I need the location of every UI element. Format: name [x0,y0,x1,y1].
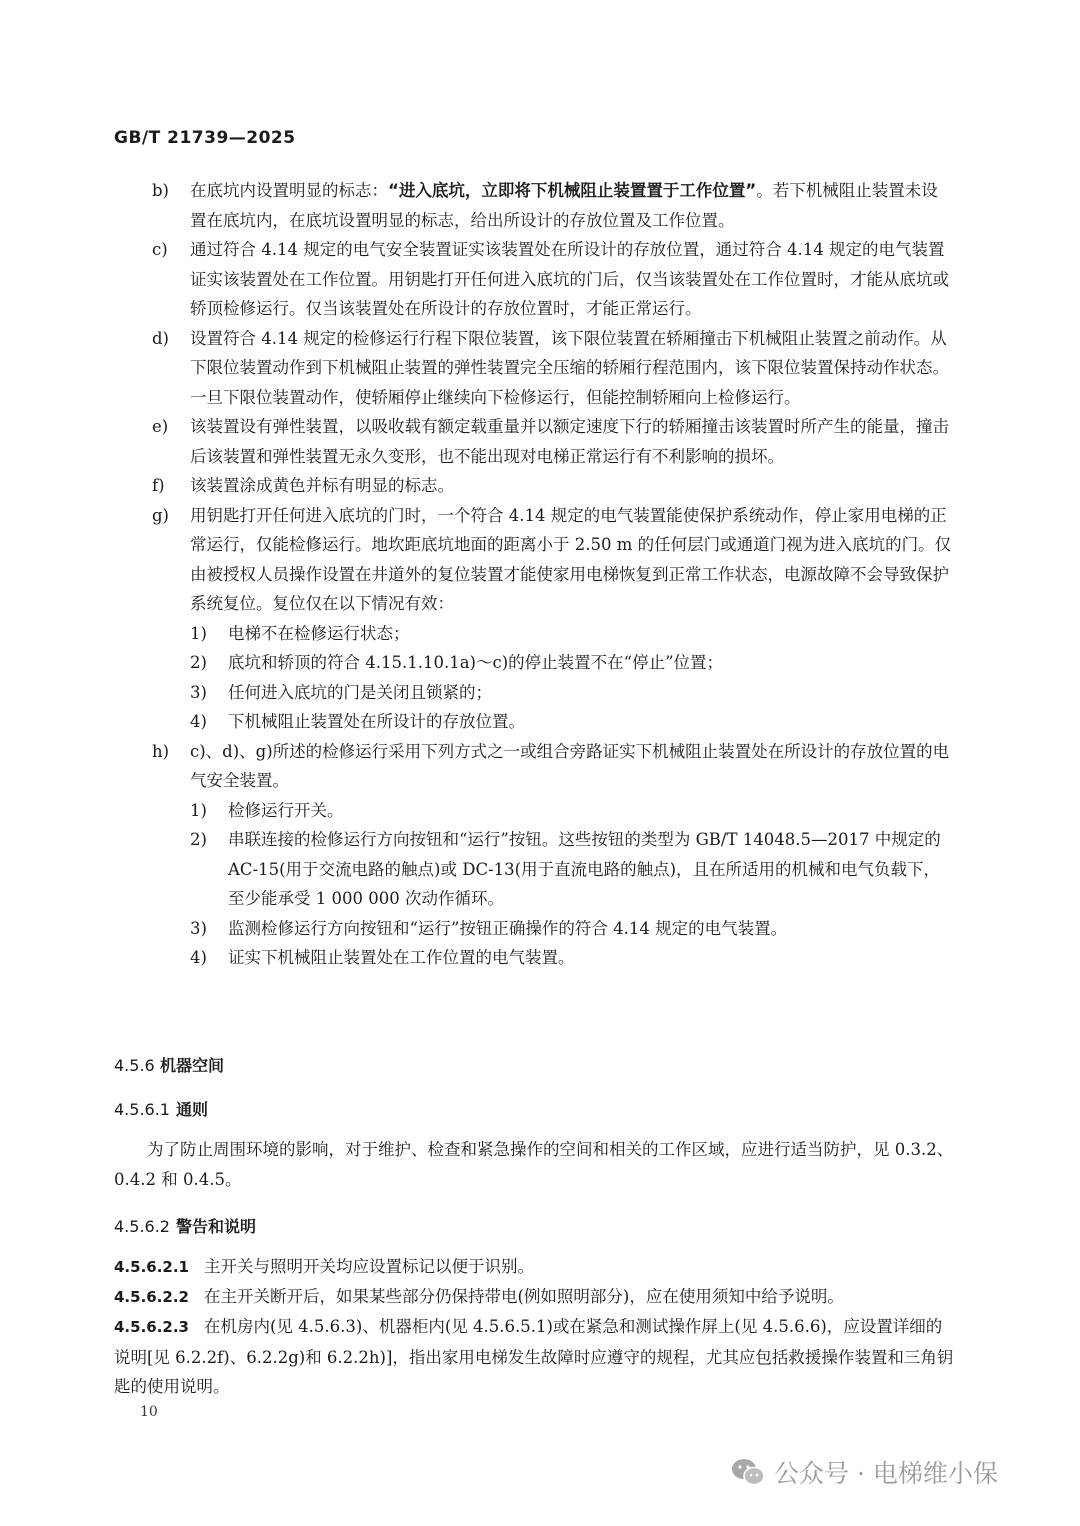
page-number: 10 [140,1404,158,1420]
clause-4-5-6-2-3 [114,1312,954,1402]
sub-item [114,914,954,944]
standard-id: GB/T 21739—2025 [114,128,296,148]
clause-4-5-6-2-2 [114,1282,954,1313]
section-title: 机器空间 [160,1056,225,1075]
list-block [114,176,954,973]
section-title: 通则 [176,1100,209,1119]
item-text: 该装置设有弹性装置，以吸收载有额定载重量并以额定速度下行的轿厢撞击该装置时所产生的能量，撞击后该装置和弹性装置无永久变形，也不能出现对电梯正常运行有不利影响的损坏。 [190,417,949,466]
sub-marker: 4) [190,948,207,967]
clause-4-5-6-2-1 [114,1252,954,1283]
sub-marker: 2) [190,653,207,672]
list-marker: f) [152,476,165,495]
sub-item [114,707,954,737]
sub-text: 底坑和轿顶的符合 4.15.1.10.1a)～c)的停止装置不在“停止”位置； [228,653,724,672]
sub-text: 证实下机械阻止装置处在工作位置的电气装置。 [228,948,575,967]
item-text: 用钥匙打开任何进入底坑的门时，一个符合 4.14 规定的电气装置能使保护系统动作，停止家用电梯的正常运行，仅能检修运行。地坎距底坑地面的距离小于 2.50 m 的任何层门或通道门视为进入底坑的门。仅由被授权人员操作设置在井道外的复位装置才能使家用电梯恢复到正常工作状态，电源故障不会导致保护系统复位。复位仅在以下情况有效： [190,505,952,613]
section-number: 4.5.6.1 [114,1100,170,1119]
section-number: 4.5.6.2 [114,1217,170,1236]
watermark [730,1454,998,1490]
section-heading-4-5-6 [114,1053,224,1076]
sub-item [114,825,954,914]
item-text: c)、d)、g)所述的检修运行采用下列方式之一或组合旁路证实下机械阻止装置处在所设计的存放位置的电气安全装置。 [190,741,950,790]
sub-item [114,943,954,973]
clause-text: 在主开关断开后，如果某些部分仍保持带电(例如照明部分)，应在使用须知中给予说明。 [204,1287,844,1306]
sub-marker: 3) [190,918,207,938]
sub-item [114,619,954,649]
sub-text: 电梯不在检修运行状态； [228,623,410,643]
list-item-g [114,501,954,619]
sub-marker: 4) [190,712,207,731]
list-marker: b) [152,181,169,200]
sub-item [114,678,954,708]
section-title: 警告和说明 [176,1217,257,1236]
sub-text: 下机械阻止装置处在所设计的存放位置。 [228,712,525,731]
list-marker: c) [152,240,168,259]
sub-marker: 2) [190,830,207,849]
sub-marker: 1) [190,623,207,643]
item-text: 通过符合 4.14 规定的电气安全装置证实该装置处在所设计的存放位置，通过符合 4.14 规定的电气装置证实该装置处在工作位置。用钥匙打开任何进入底坑的门后，仅当该装置处在工作位置时，才能从底坑或轿顶检修运行。仅当该装置处在所设计的存放位置时，才能正常运行。 [190,240,949,318]
list-item-c [114,235,954,324]
item-emphasis: “进入底坑，立即将下机械阻止装置置于工作位置” [388,181,757,200]
list-marker: d) [152,328,169,348]
sub-text: 串联连接的检修运行方向按钮和“运行”按钮。这些按钮的类型为 GB/T 14048.5—2017 中规定的 AC-15(用于交流电路的触点)或 DC-13(用于直流电路的触点)，且在所适用的机械和电气负载下，至少能承受 1 000 000 次动作循环。 [228,830,941,908]
clause-number: 4.5.6.2.2 [114,1288,189,1306]
clause-text: 主开关与照明开关均应设置标记以便于识别。 [204,1257,534,1276]
section-heading-4-5-6-2 [114,1214,256,1237]
sub-text: 检修运行开关。 [228,800,344,820]
list-item-b [114,176,954,235]
sub-item [114,648,954,678]
sub-marker: 1) [190,800,207,820]
list-marker: g) [152,505,169,525]
sub-item [114,796,954,826]
clause-number: 4.5.6.2.3 [114,1318,189,1336]
list-item-h [114,737,954,796]
sub-marker: 3) [190,682,207,702]
wechat-icon [730,1457,766,1487]
item-text: 在底坑内设置明显的标志： [190,181,388,200]
item-text: 该装置涂成黄色并标有明显的标志。 [190,476,454,495]
clause-number: 4.5.6.2.1 [114,1258,189,1276]
list-marker: e) [152,417,169,436]
item-text: 设置符合 4.14 规定的检修运行行程下限位装置，该下限位装置在轿厢撞击下机械阻止装置之前动作。从下限位装置动作到下机械阻止装置的弹性装置完全压缩的轿厢行程范围内，该下限位装置保持动作状态。一旦下限位装置动作，使轿厢停止继续向下检修运行，但能控制轿厢向上检修运行。 [190,328,949,407]
sub-text: 任何进入底坑的门是关闭且锁紧的； [228,682,492,702]
list-item-d [114,324,954,413]
section-heading-4-5-6-1 [114,1097,208,1120]
list-item-f [114,471,954,501]
list-marker: h) [152,741,170,761]
section-body: 为了防止周围环境的影响，对于维护、检查和紧急操作的空间和相关的工作区域，应进行适当防护，见 0.3.2、0.4.2 和 0.4.5。 [114,1140,954,1189]
item-text-cont: 。若下机械阻止装置未设置在底坑内，在底坑设置明显的标志，给出所设计的存放位置及工作位置。 [190,181,938,230]
section-number: 4.5.6 [114,1056,155,1075]
clause-text: 在机房内(见 4.5.6.3)、机器柜内(见 4.5.6.5.1)或在紧急和测试操作屏上(见 4.5.6.6)，应设置详细的说明[见 6.2.2f)、6.2.2g)和 6.2.2h)]，指出家用电梯发生故障时应遵守的规程，尤其应包括救援操作装置和三角钥匙的使用说明。 [114,1317,954,1396]
list-item-e [114,412,954,471]
sub-text: 监测检修运行方向按钮和“运行”按钮正确操作的符合 4.14 规定的电气装置。 [228,918,788,938]
watermark-text: 公众号 · 电梯维小保 [774,1459,998,1488]
